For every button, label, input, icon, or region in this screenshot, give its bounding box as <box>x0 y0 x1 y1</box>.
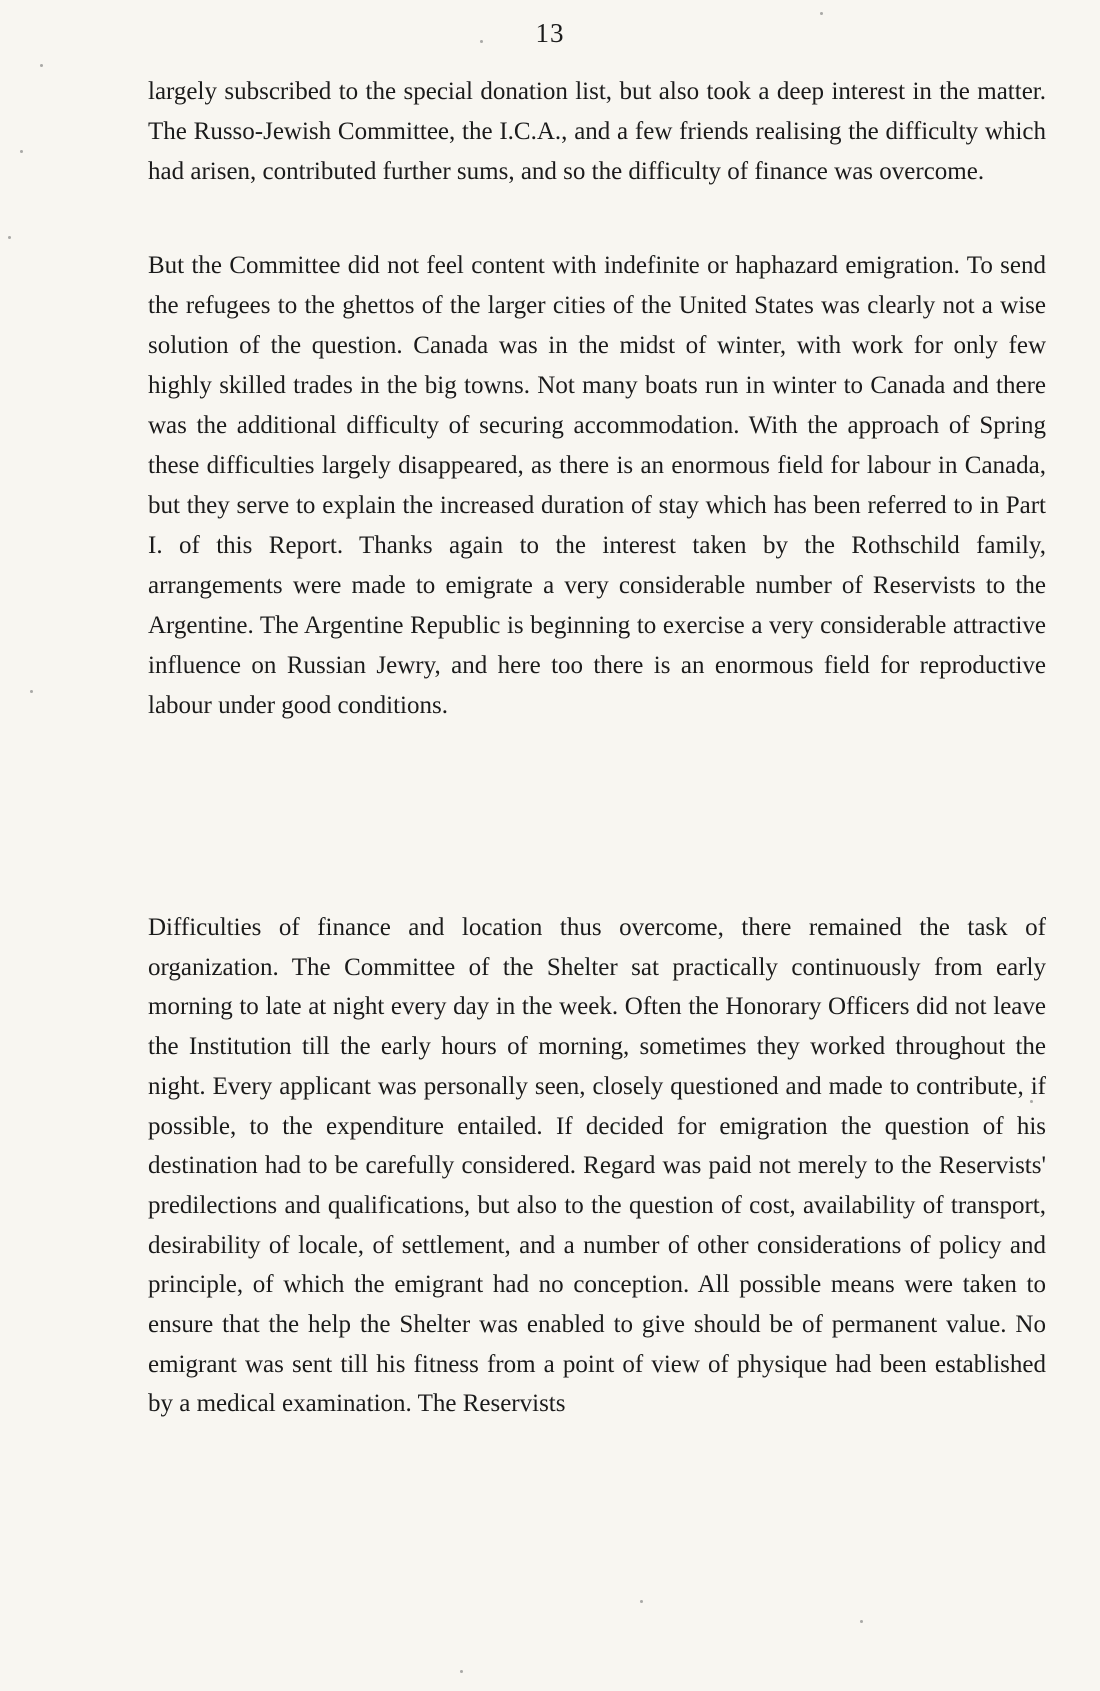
scan-speck <box>480 40 483 43</box>
scan-speck <box>860 1620 863 1623</box>
scan-speck <box>640 1600 643 1603</box>
page-number: 13 <box>535 18 565 48</box>
scan-speck <box>8 236 11 239</box>
scan-speck <box>20 150 23 153</box>
paragraph-finance: largely subscribed to the special donation list, but also took a deep interest in the matter. The Russo-Jewish Committee, the I.C.A., and a few friends realising the difficulty which had arisen, contributed further sums, and so the difficulty of finance was overcome. <box>148 78 1046 185</box>
scan-speck <box>40 64 43 67</box>
paragraph-organization: Difficulties of finance and location thus overcome, there remained the task of organization. The Committee of the Shelter sat practically continuously from early morning to late at night every day in the week. Often the Honorary Officers did not leave the Institution till the early hours of morning, sometimes they worked throughout the night. Every applicant was personally seen, closely questioned and made to contribute, if possible, to the expenditure entailed. If decided for emigration the question of his destination had to be carefully considered. Regard was paid not merely to the Reservists' predilections and qualifications, but also to the question of cost, availability of transport, desirability of locale, of settlement, and a number of other considerations of policy and principle, of which the emigrant had no conception. All possible means were taken to ensure that the help the Shelter was enabled to give should be of permanent value. No emigrant was sent till his fitness from a point of view of physique had been established by a medical examination. The Reservists <box>148 914 1046 1418</box>
paragraph-emigration: But the Committee did not feel content with indefinite or haphazard emigration. To send the refugees to the ghettos of the larger cities of the United States was clearly not a wise solution of the question. Canada was in the midst of winter, with work for only few highly skilled trades in the big towns. Not many boats run in winter to Canada and there was the additional difficulty of securing accommodation. With the approach of Spring these difficulties largely disappeared, as there is an enormous field for labour in Canada, but they serve to explain the increased duration of stay which has been referred to in Part I. of this Report. Thanks again to the interest taken by the Rothschild family, arrangements were made to emigrate a very considerable number of Reservists to the Argentine. The Argentine Republic is beginning to exercise a very considerable attractive influence on Russian Jewry, and here too there is an enormous field for reproductive labour under good conditions. <box>148 252 1046 719</box>
scan-speck <box>460 1670 463 1673</box>
scan-speck <box>30 690 33 693</box>
scan-speck <box>1030 1100 1033 1103</box>
scan-speck <box>820 12 823 15</box>
